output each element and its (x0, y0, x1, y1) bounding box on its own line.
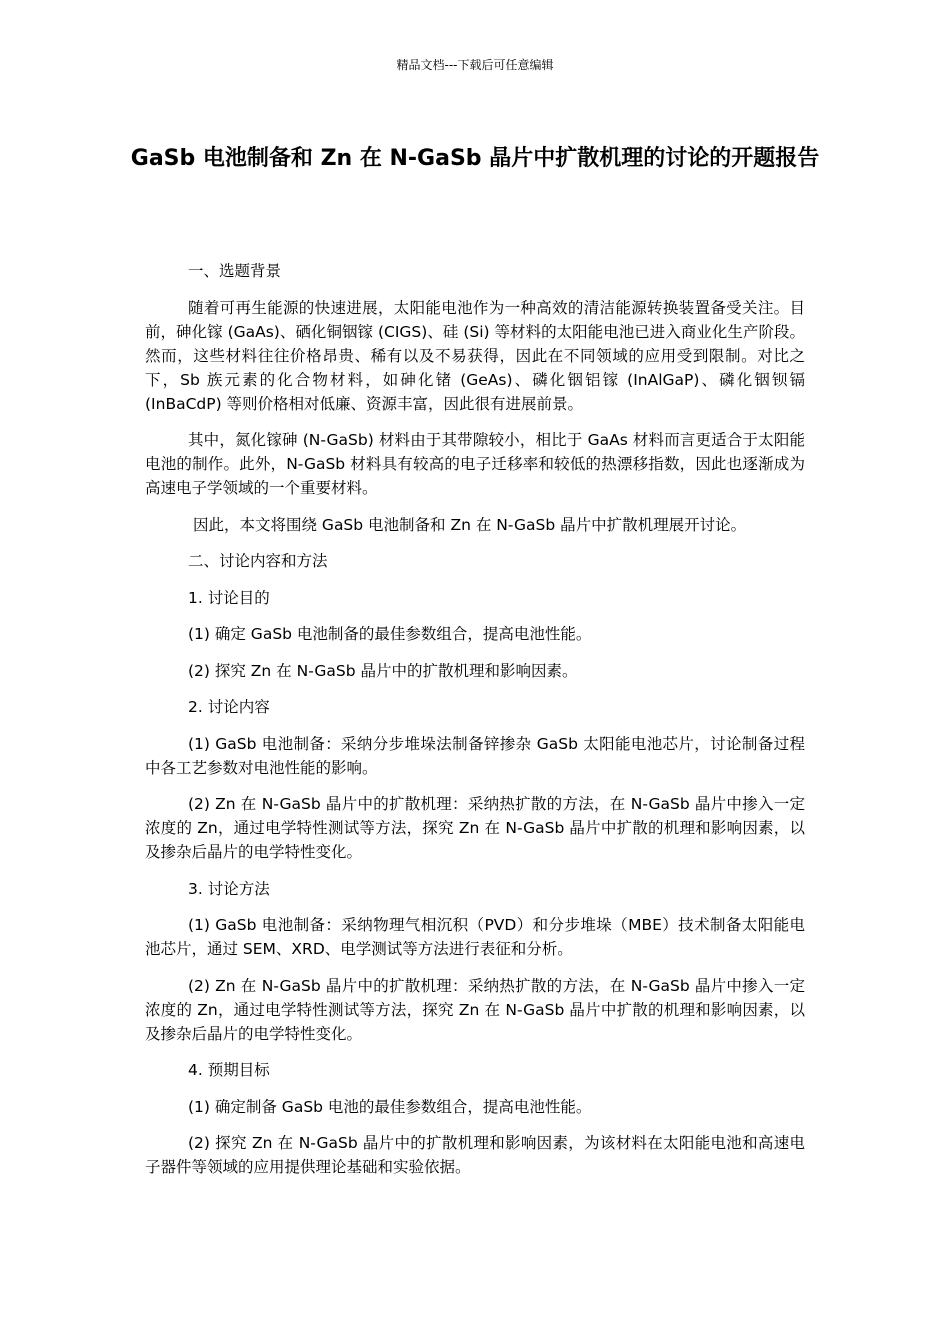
paragraph-background-intro: 随着可再生能源的快速进展，太阳能电池作为一种高效的清洁能源转换装置备受关注。目前，砷化镓 (GaAs)、硒化铜铟镓 (CIGS)、硅 (Si) 等材料的太阳能电池已进入商业化生产阶段。然而，这些材料往往价格昂贵、稀有以及不易获得，因此在不同领域的应用受到限制。对比之下，Sb 族元素的化合物材料，如砷化锗 (GeAs)、磷化铟铝镓 (InAlGaP)、磷化铟钡镉 (InBaCdP) 等则价格相对低廉、资源丰富，因此很有进展前景。 (145, 298, 805, 413)
list-item-methods-2: (2) Zn 在 N-GaSb 晶片中的扩散机理：采纳热扩散的方法，在 N-GaSb 晶片中掺入一定浓度的 Zn，通过电学特性测试等方法，探究 Zn 在 N-GaSb 晶片中扩散的机理和影响因素，以及掺杂后晶片的电学特性变化。 (145, 976, 805, 1043)
section-heading-background: 一、选题背景 (188, 262, 282, 280)
list-item-purpose-2: (2) 探究 Zn 在 N-GaSb 晶片中的扩散机理和影响因素。 (188, 661, 578, 680)
subheading-expected-goals: 4. 预期目标 (188, 1061, 270, 1079)
paragraph-n-gasb-material: 其中，氮化镓砷 (N-GaSb) 材料由于其带隙较小，相比于 GaAs 材料而言更适合于太阳能电池的制作。此外，N-GaSb 材料具有较高的电子迁移率和较低的热漂移指数，因此也逐渐成为高速电子学领域的一个重要材料。 (145, 431, 805, 497)
list-item-content-1: (1) GaSb 电池制备：采纳分步堆垛法制备锌掺杂 GaSb 太阳能电池芯片，讨论制备过程中各工艺参数对电池性能的影响。 (145, 734, 805, 777)
section-heading-content-methods: 二、讨论内容和方法 (188, 552, 328, 570)
document-body (145, 259, 805, 1192)
list-item-goals-2: (2) 探究 Zn 在 N-GaSb 晶片中的扩散机理和影响因素，为该材料在太阳能电池和高速电子器件等领域的应用提供理论基础和实验依据。 (145, 1134, 805, 1176)
page-header-note: 精品文档---下载后可任意编辑 (396, 58, 554, 72)
subheading-purpose: 1. 讨论目的 (188, 588, 270, 607)
paragraph-study-focus: 因此，本文将围绕 GaSb 电池制备和 Zn 在 N-GaSb 晶片中扩散机理展开讨论。 (193, 515, 747, 534)
list-item-methods-1: (1) GaSb 电池制备：采纳物理气相沉积（PVD）和分步堆垛（MBE）技术制备太阳能电池芯片，通过 SEM、XRD、电学测试等方法进行表征和分析。 (145, 916, 805, 958)
list-item-goals-1: (1) 确定制备 GaSb 电池的最佳参数组合，提高电池性能。 (188, 1097, 592, 1116)
subheading-methods: 3. 讨论方法 (188, 879, 270, 898)
document-title: GaSb 电池制备和 Zn 在 N-GaSb 晶片中扩散机理的讨论的开题报告 (130, 146, 820, 171)
subheading-content: 2. 讨论内容 (188, 698, 270, 716)
list-item-purpose-1: (1) 确定 GaSb 电池制备的最佳参数组合，提高电池性能。 (188, 625, 592, 643)
list-item-content-2: (2) Zn 在 N-GaSb 晶片中的扩散机理：采纳热扩散的方法，在 N-GaSb 晶片中掺入一定浓度的 Zn，通过电学特性测试等方法，探究 Zn 在 N-GaSb 晶片中扩散的机理和影响因素，以及掺杂后晶片的电学特性变化。 (145, 795, 805, 861)
